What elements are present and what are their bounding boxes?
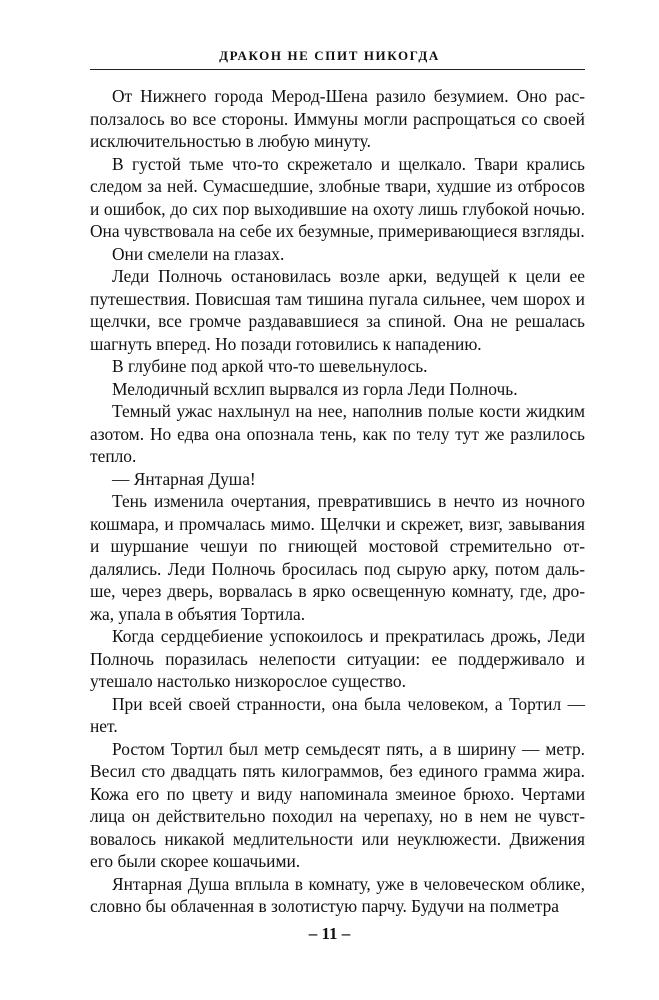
paragraph: Янтарная Душа вплыла в комнату, уже в человеческом облике, словно бы облаченная в золотистую парчу. Будучи на полметра xyxy=(90,873,585,916)
paragraph: Леди Полночь остановилась возле арки, ведущей к цели ее путешествия. Повисшая там тишина пугала сильнее, чем шорох и щелчки, все громче раздававшиеся за спиной. Она не решалась шагнуть вперед. Но позади готовились к нападению. xyxy=(90,266,585,354)
paragraph: От Нижнего города Мерод-Шена разило безумием. Оно расползалось во все стороны. Иммуны могли распрощаться со своей исключительностью в любую минуту. xyxy=(90,86,585,151)
paragraph: — Янтарная Душа! xyxy=(112,468,256,489)
paragraph: Когда сердцебиение успокоилось и прекратилась дрожь, Леди Полночь поразилась нелепости ситуации: ее поддерживало и утешало настолько низкорослое существо. xyxy=(90,626,585,691)
paragraph: В глубине под аркой что-то шевельнулось. xyxy=(112,356,428,376)
body-text xyxy=(90,85,585,918)
paragraph: Они смелели на глазах. xyxy=(112,243,285,264)
paragraph: При всей своей странности, она была человеком, а Тортил — нет. xyxy=(90,693,585,736)
paragraph: Тень изменила очертания, превратившись в нечто из ночного кошмара, и промчалась мимо. Щелчки и скрежет, визг, завывания и шуршание чешуи по гниющей мостовой стремительно отдалялись. Леди Полночь бросилась под сырую арку, потом дальше, через дверь, ворвалась в ярко освещенную комнату, где, дрожа, упала в объятия Тортила. xyxy=(90,491,585,624)
running-title: ДРАКОН НЕ СПИТ НИКОГДА xyxy=(219,48,440,63)
header-rule xyxy=(90,69,585,70)
paragraph: В густой тьме что-то скрежетало и щелкало. Твари крались следом за ней. Сумасшедшие, злобные твари, худшие из отбросов и ошибок, до сих пор выходившие на охоту лишь глубокой ночью. Она чувствовала на себе их безумные, примеривающиеся взгляды. xyxy=(90,153,585,241)
paragraph: Темный ужас нахлынул на нее, наполнив полые кости жидким азотом. Но едва она опознала тень, как по телу тут же разлилось тепло. xyxy=(90,401,585,466)
page-number: – 11 – xyxy=(308,924,351,943)
paragraph: Ростом Тортил был метр семьдесят пять, а в ширину — метр. Весил сто двадцать пять килограммов, без единого грамма жира. Кожа его по цвету и виду напоминала змеиное брюхо. Чертами лица он действительно походил на черепаху, но в нем не чувствовалось никакой медлительности или неуклюжести. Движения его были скорее кошачьими. xyxy=(90,738,585,871)
paragraph: Мелодичный всхлип вырвался из горла Леди Полночь. xyxy=(112,378,518,399)
